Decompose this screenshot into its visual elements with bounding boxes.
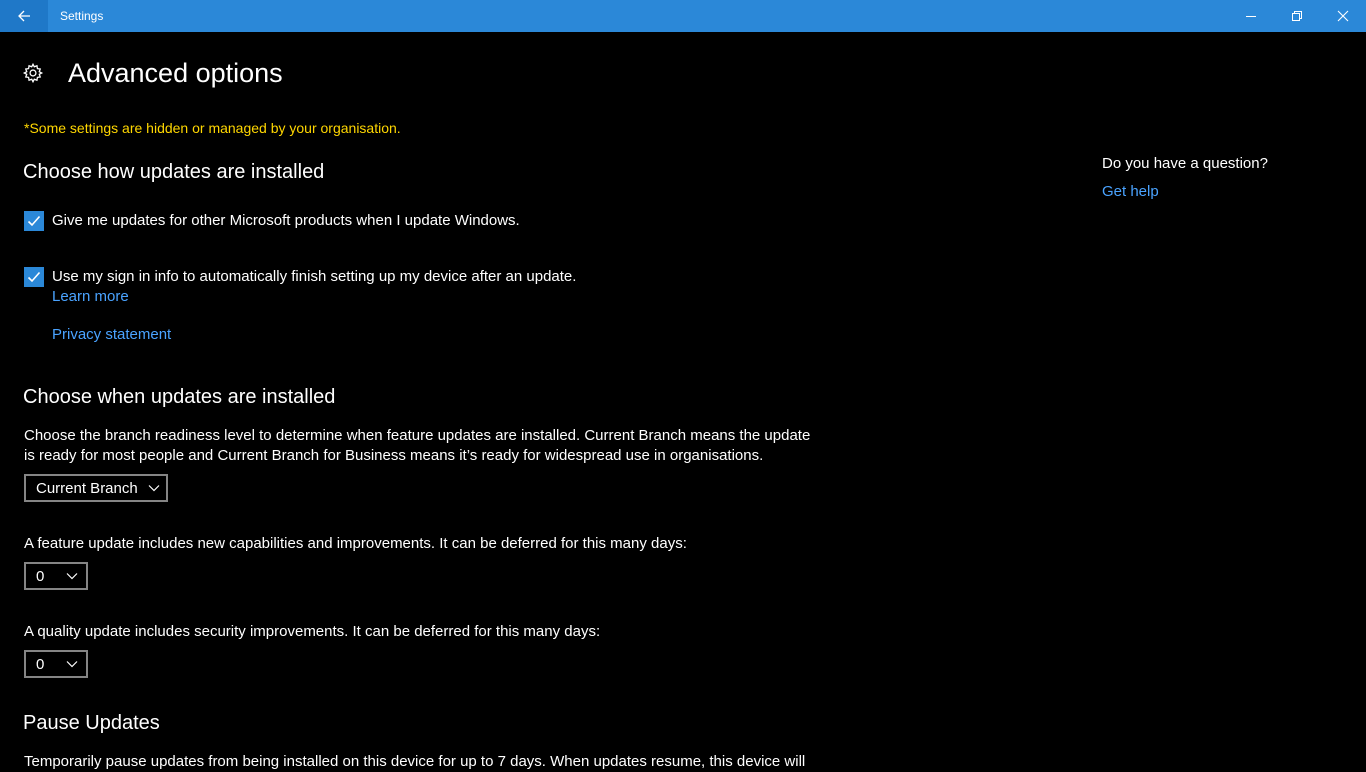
learn-more-link[interactable]: Learn more: [52, 288, 129, 305]
checkbox-box[interactable]: [24, 211, 44, 231]
back-button[interactable]: [0, 0, 48, 32]
pause-section-heading: Pause Updates: [23, 712, 160, 734]
checkmark-icon: [26, 269, 42, 285]
chevron-down-icon: [66, 572, 78, 580]
install-section-heading: Choose how updates are installed: [23, 161, 325, 183]
checkbox-label: Give me updates for other Microsoft products when I update Windows.: [52, 212, 520, 229]
quality-defer-text: A quality update includes security improvements. It can be deferred for this many days:: [24, 623, 601, 640]
pause-description: Temporarily pause updates from being installed on this device for up to 7 days. When updates resume, this device will: [24, 753, 806, 770]
checkbox-sign-in-info[interactable]: [24, 267, 576, 287]
privacy-statement-link[interactable]: Privacy statement: [52, 326, 172, 343]
branch-description: Choose the branch readiness level to determine when feature updates are installed. Current Branch means the update is ready for most people and Current Branch for Business means it’s ready for widespread use in organisations.: [24, 427, 811, 464]
when-section-heading: Choose when updates are installed: [23, 386, 336, 408]
dropdown-value: 0: [36, 567, 45, 585]
get-help-link[interactable]: Get help: [1102, 183, 1159, 200]
feature-defer-dropdown[interactable]: [24, 562, 88, 590]
minimize-icon: [1245, 10, 1257, 22]
feature-defer-text: A feature update includes new capabilities and improvements. It can be deferred for this many days:: [24, 535, 687, 552]
chevron-down-icon: [66, 660, 78, 668]
restore-button[interactable]: [1274, 0, 1320, 32]
checkmark-icon: [26, 213, 42, 229]
page-header: [22, 56, 283, 90]
help-question: Do you have a question?: [1102, 155, 1268, 172]
checkbox-microsoft-products[interactable]: [24, 211, 520, 231]
back-arrow-icon: [17, 9, 31, 23]
managed-notice: *Some settings are hidden or managed by your organisation.: [24, 120, 401, 136]
checkbox-label: Use my sign in info to automatically finish setting up my device after an update.: [52, 268, 577, 285]
branch-readiness-dropdown[interactable]: [24, 474, 168, 502]
dropdown-value: Current Branch: [36, 479, 138, 497]
quality-defer-dropdown[interactable]: [24, 650, 88, 678]
close-icon: [1337, 10, 1349, 22]
window-title: Settings: [60, 9, 104, 23]
minimize-button[interactable]: [1228, 0, 1274, 32]
chevron-down-icon: [148, 484, 160, 492]
title-bar: [0, 0, 1366, 32]
gear-icon: [22, 62, 44, 84]
close-button[interactable]: [1320, 0, 1366, 32]
checkbox-box[interactable]: [24, 267, 44, 287]
restore-icon: [1291, 10, 1303, 22]
dropdown-value: 0: [36, 655, 45, 673]
page-title: Advanced options: [68, 57, 283, 88]
